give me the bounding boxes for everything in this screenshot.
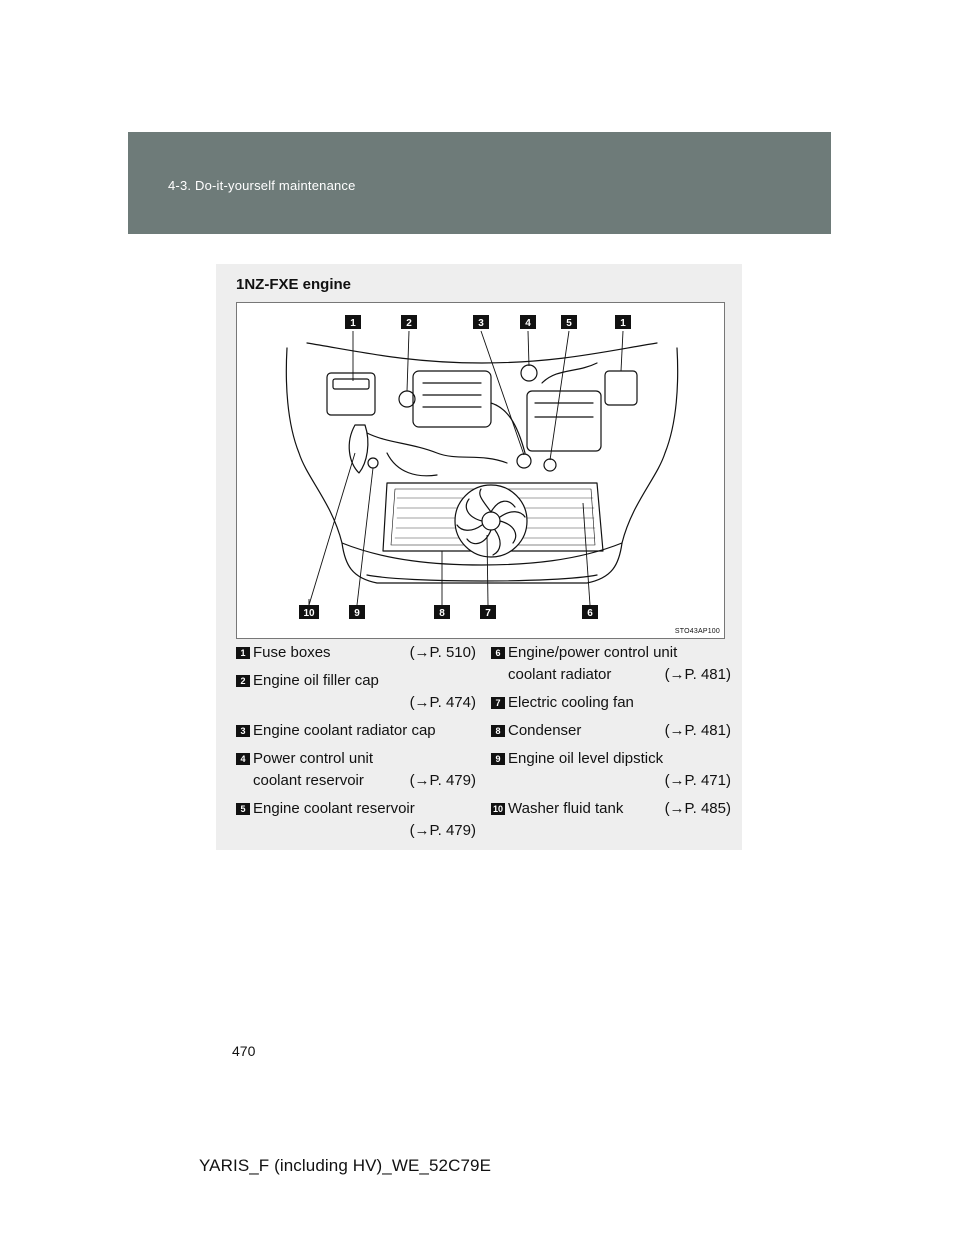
legend-item bbox=[491, 692, 731, 714]
legend-text: Fuse boxes bbox=[253, 644, 331, 661]
legend-number: 3 bbox=[236, 725, 250, 737]
callout-label: 2 bbox=[406, 318, 412, 329]
section-header bbox=[128, 132, 831, 234]
legend-item bbox=[236, 798, 476, 842]
legend-item bbox=[491, 748, 731, 792]
cooling-fan bbox=[455, 485, 527, 557]
pcu-reservoir bbox=[521, 365, 537, 381]
dipstick-handle bbox=[368, 458, 378, 468]
figure-code: STO43AP100 bbox=[674, 628, 720, 635]
section-title: 4-3. Do-it-yourself maintenance bbox=[168, 178, 356, 193]
legend-number: 8 bbox=[491, 725, 505, 737]
washer-tank bbox=[349, 425, 368, 473]
legend-text: Engine coolant radiator cap bbox=[253, 722, 436, 739]
legend-item bbox=[491, 720, 731, 742]
page-reference: (→P. 481) bbox=[664, 666, 731, 683]
legend-number: 4 bbox=[236, 753, 250, 765]
coolant-radiator-cap bbox=[517, 454, 531, 468]
legend-text: Washer fluid tank bbox=[508, 800, 624, 817]
legend-item bbox=[236, 748, 476, 792]
panel-title: 1NZ-FXE engine bbox=[236, 276, 352, 293]
legend-number: 1 bbox=[236, 647, 250, 659]
page-reference: (→P. 474) bbox=[409, 694, 476, 711]
legend-right bbox=[491, 642, 731, 826]
callout-label: 3 bbox=[478, 318, 484, 329]
callout-label: 9 bbox=[354, 608, 360, 619]
page-reference: (→P. 485) bbox=[664, 800, 731, 817]
page-reference: (→P. 479) bbox=[409, 772, 476, 789]
legend-text: Engine oil level dipstick bbox=[508, 750, 664, 767]
legend-number: 5 bbox=[236, 803, 250, 815]
page-reference: (→P. 510) bbox=[409, 644, 476, 661]
legend-text: Condenser bbox=[508, 722, 582, 739]
callout-label: 5 bbox=[566, 318, 572, 329]
engine-block bbox=[413, 371, 491, 427]
legend-text: Engine oil filler cap bbox=[253, 672, 379, 689]
legend-number: 2 bbox=[236, 675, 250, 687]
page-reference: (→P. 481) bbox=[664, 722, 731, 739]
page-number: 470 bbox=[232, 1043, 256, 1059]
legend-item bbox=[491, 798, 731, 820]
top-callouts bbox=[345, 315, 631, 329]
callout-label: 10 bbox=[303, 608, 315, 619]
legend-left bbox=[236, 642, 476, 848]
callout-label: 7 bbox=[485, 608, 491, 619]
legend-number: 10 bbox=[492, 804, 503, 814]
power-control-unit bbox=[527, 391, 601, 451]
coolant-reservoir bbox=[544, 459, 556, 471]
legend-text: coolant reservoir bbox=[253, 772, 364, 789]
legend-text: Engine/power control unit bbox=[508, 644, 678, 661]
engine-compartment-illustration bbox=[236, 302, 725, 639]
legend-item bbox=[491, 642, 731, 686]
legend-text: Engine coolant reservoir bbox=[253, 800, 415, 817]
legend-number: 7 bbox=[491, 697, 505, 709]
callout-label: 8 bbox=[439, 608, 445, 619]
legend-number: 6 bbox=[491, 647, 505, 659]
engine-drawing bbox=[237, 303, 724, 638]
document-id: YARIS_F (including HV)_WE_52C79E bbox=[199, 1156, 492, 1175]
legend-text: Power control unit bbox=[253, 750, 374, 767]
legend-item bbox=[236, 670, 476, 714]
legend-item bbox=[236, 642, 476, 664]
callout-label: 4 bbox=[525, 318, 531, 329]
engine-panel bbox=[216, 264, 742, 850]
legend-number: 9 bbox=[491, 753, 505, 765]
callout-label: 1 bbox=[350, 318, 356, 329]
hood-edge bbox=[307, 343, 657, 363]
legend-text: Electric cooling fan bbox=[508, 694, 634, 711]
callout-label: 6 bbox=[587, 608, 593, 619]
fuse-box-right bbox=[605, 371, 637, 405]
legend-text: coolant radiator bbox=[508, 666, 612, 683]
page-reference: (→P. 471) bbox=[664, 772, 731, 789]
page-reference: (→P. 479) bbox=[409, 822, 476, 839]
callout-label: 1 bbox=[620, 318, 626, 329]
legend-item bbox=[236, 720, 476, 742]
bottom-callouts bbox=[299, 605, 598, 619]
